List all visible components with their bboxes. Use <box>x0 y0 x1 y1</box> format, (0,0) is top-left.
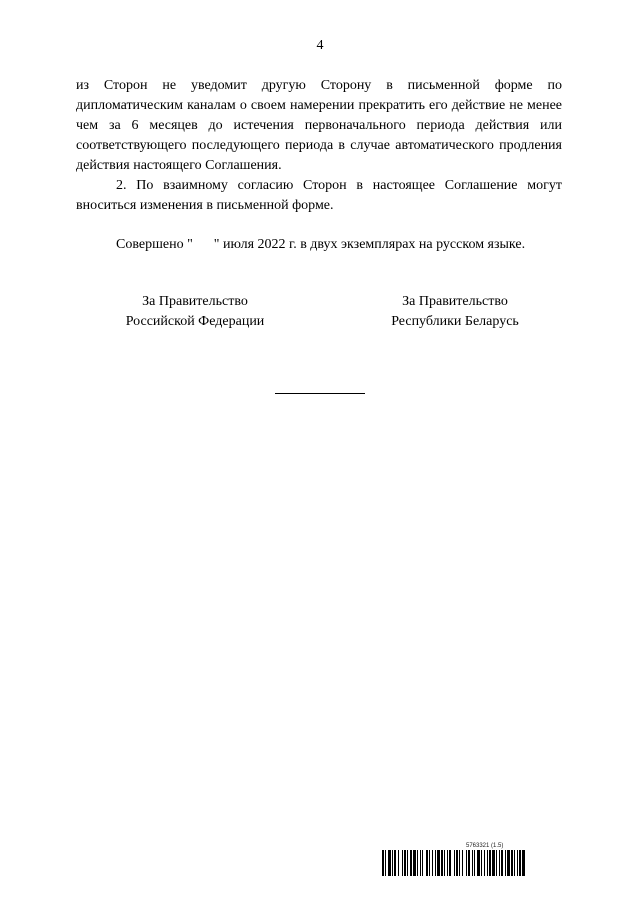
barcode-bar <box>426 850 428 876</box>
barcode-bar <box>481 850 482 876</box>
barcode-bar <box>388 850 391 876</box>
barcode-bar <box>410 850 412 876</box>
barcode-bar <box>514 850 515 876</box>
barcode-bar <box>489 850 491 876</box>
barcode-bar <box>462 850 463 876</box>
barcode-bar <box>394 850 396 876</box>
signature-belarus-line2: Республики Беларусь <box>391 314 519 329</box>
barcode <box>382 850 588 876</box>
barcode-bar <box>435 850 436 876</box>
barcode-bar <box>422 850 423 876</box>
paragraph-amendments: 2. По взаимному согласию Сторон в настоящее Соглашение могут вноситься изменения в письменной форме. <box>76 178 562 213</box>
barcode-bar <box>404 850 406 876</box>
barcode-block <box>382 843 588 876</box>
signature-belarus-line1: За Правительство <box>402 294 508 309</box>
barcode-bar <box>507 850 510 876</box>
barcode-bar <box>413 850 416 876</box>
barcode-bar <box>444 850 445 876</box>
document-body <box>76 76 562 216</box>
paragraph-continuation: из Сторон не уведомит другую Сторону в письменной форме по дипломатическим каналам о своем намерении прекратить его действие не менее чем за 6 месяцев до истечения первоначального периода действия или соответствующего последующего периода в случае автоматического продления действия настоящего Соглашения. <box>76 78 562 173</box>
barcode-bar <box>429 850 430 876</box>
signature-russia-line1: За Правительство <box>142 294 248 309</box>
barcode-bar <box>511 850 513 876</box>
barcode-bar <box>466 850 467 876</box>
barcode-bar <box>517 850 518 876</box>
barcode-bar <box>499 850 500 876</box>
barcode-bar <box>484 850 485 876</box>
barcode-bar <box>456 850 458 876</box>
barcode-bar <box>492 850 495 876</box>
barcode-bar <box>432 850 433 876</box>
barcode-bar <box>385 850 386 876</box>
signature-block-russia <box>100 292 290 332</box>
barcode-bar <box>459 850 460 876</box>
barcode-bar <box>468 850 470 876</box>
barcode-bar <box>487 850 488 876</box>
end-divider <box>275 393 365 394</box>
barcode-bar <box>496 850 497 876</box>
barcode-bar <box>501 850 503 876</box>
barcode-bar <box>382 850 384 876</box>
signing-statement: Совершено " " июля 2022 г. в двух экземплярах на русском языке. <box>116 237 526 252</box>
barcode-bar <box>402 850 403 876</box>
barcode-bar <box>441 850 443 876</box>
barcode-bar <box>519 850 521 876</box>
barcode-bar <box>474 850 475 876</box>
barcode-bar <box>417 850 418 876</box>
barcode-bar <box>454 850 455 876</box>
barcode-bar <box>447 850 448 876</box>
barcode-bar <box>505 850 506 876</box>
barcode-bar <box>398 850 399 876</box>
barcode-bar <box>407 850 408 876</box>
barcode-bar <box>449 850 451 876</box>
barcode-bar <box>392 850 393 876</box>
signature-russia-line2: Российской Федерации <box>125 314 265 329</box>
signature-block-belarus <box>360 292 550 332</box>
barcode-bar <box>522 850 525 876</box>
barcode-bar <box>472 850 473 876</box>
barcode-code: 5763321 (1.5) <box>466 843 504 849</box>
page-number: 4 <box>316 38 324 53</box>
barcode-bar <box>420 850 421 876</box>
barcode-bar <box>477 850 480 876</box>
barcode-bar <box>437 850 440 876</box>
